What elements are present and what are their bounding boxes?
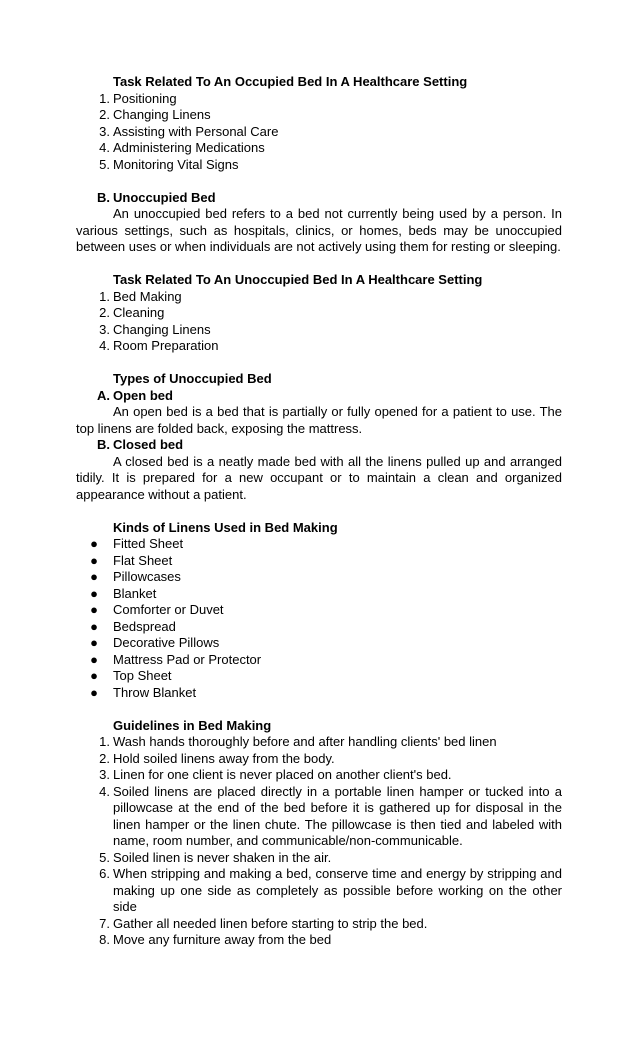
list-item: 1. Bed Making — [99, 288, 182, 304]
list-item: 2. Cleaning — [99, 305, 165, 320]
occupied-tasks-heading: Task Related To An Occupied Bed In A Healthcare Setting — [113, 74, 468, 89]
list-item: 2. Changing Linens — [99, 107, 211, 122]
bullet-icon: ● — [90, 684, 98, 700]
list-item: 2. Hold soiled linens away from the body. — [99, 750, 335, 766]
list-item: ● Top Sheet — [76, 668, 562, 685]
list-item: ● Comforter or Duvet — [76, 602, 562, 619]
list-item: 5. Monitoring Vital Signs — [99, 156, 239, 172]
unoccupied-tasks-heading: Task Related To An Unoccupied Bed In A Healthcare Setting — [113, 272, 483, 287]
list-item: ● Bedspread — [76, 619, 562, 636]
closed-bed-heading: B. Closed bed — [97, 437, 184, 452]
list-item: ● Fitted Sheet — [76, 536, 562, 553]
bullet-icon: ● — [90, 651, 98, 667]
bullet-icon: ● — [90, 536, 98, 551]
list-item: ● Mattress Pad or Protector — [76, 652, 562, 669]
list-item: 5. Soiled linen is never shaken in the air. — [99, 849, 332, 865]
list-item: ● Decorative Pillows — [76, 635, 562, 652]
list-item: 3. Assisting with Personal Care — [99, 123, 279, 139]
linens-list — [76, 536, 562, 701]
list-item: 1. Positioning — [99, 90, 177, 106]
list-item: 4. Room Preparation — [99, 338, 219, 353]
list-item: 3. Linen for one client is never placed on another client's bed. — [99, 767, 452, 782]
list-item: 4. Soiled linens are placed directly in a portable linen hamper or tucked into a pillowcase at the end of the bed before it is gathered up for disposal in the linen hamper or the linen chute. The pillowcase is then tied and labeled with name, room number, and communicable/non-communicable. — [99, 783, 562, 848]
bullet-icon: ● — [90, 618, 98, 634]
bullet-icon: ● — [90, 569, 98, 584]
bullet-icon: ● — [90, 602, 98, 617]
list-item: 8. Move any furniture away from the bed — [99, 932, 332, 947]
guidelines-list — [76, 734, 562, 949]
open-bed-heading: A. Open bed — [97, 387, 173, 403]
guidelines-heading: Guidelines in Bed Making — [113, 717, 272, 733]
list-item: ● Throw Blanket — [76, 685, 562, 702]
list-item: ● Blanket — [76, 586, 562, 603]
bullet-icon: ● — [90, 635, 98, 650]
types-heading: Types of Unoccupied Bed — [113, 371, 272, 386]
list-item: 1. Wash hands thoroughly before and after handling clients' bed linen — [99, 734, 497, 749]
list-item: 7. Gather all needed linen before starting to strip the bed. — [99, 915, 428, 931]
bullet-icon: ● — [90, 668, 98, 683]
list-item: 6. When stripping and making a bed, conserve time and energy by stripping and making up one side as completely as possible before working on the other side — [99, 866, 562, 914]
linens-heading: Kinds of Linens Used in Bed Making — [113, 519, 338, 535]
unoccupied-bed-heading: B. Unoccupied Bed — [97, 189, 216, 205]
open-bed-paragraph: An open bed is a bed that is partially or fully opened for a patient to use. The top linens are folded back, exposing the mattress. — [76, 404, 562, 436]
closed-bed-paragraph: A closed bed is a neatly made bed with all the linens pulled up and arranged tidily. It is prepared for a new occupant or to maintain a clean and organized appearance without a patient. — [76, 453, 562, 502]
occupied-tasks-list — [76, 91, 562, 174]
list-item: 4. Administering Medications — [99, 140, 265, 155]
bullet-icon: ● — [90, 585, 98, 601]
unoccupied-tasks-list — [76, 289, 562, 355]
list-item: ● Flat Sheet — [76, 553, 562, 570]
list-item: 3. Changing Linens — [99, 321, 211, 337]
unoccupied-bed-paragraph: An unoccupied bed refers to a bed not currently being used by a person. In various settings, such as hospitals, clinics, or homes, beds may be unoccupied between uses or when individuals are not actively using them for resting or sleeping. — [76, 206, 562, 254]
list-item: ● Pillowcases — [76, 569, 562, 586]
bullet-icon: ● — [90, 552, 98, 568]
